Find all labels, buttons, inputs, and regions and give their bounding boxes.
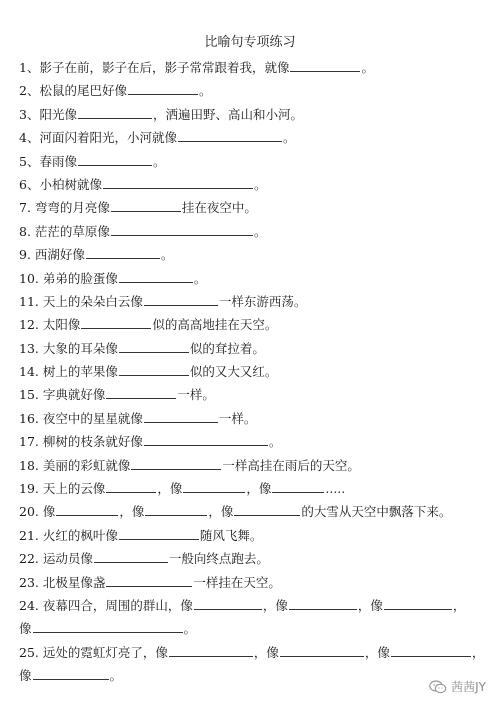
question-text: 10. 弟弟的脸蛋像: [19, 270, 118, 286]
question-text: 22. 运动员像: [19, 551, 93, 567]
question-text: 18. 美丽的彩虹就像: [19, 457, 131, 473]
question-text: 11. 天上的朵朵白云像: [19, 293, 143, 309]
answer-blank[interactable]: [144, 433, 268, 446]
answer-blank[interactable]: [106, 386, 176, 399]
worksheet: [19, 56, 489, 688]
question-line: [19, 641, 489, 664]
question-line: [19, 313, 489, 336]
question-line: [19, 360, 489, 383]
question-text: ，: [471, 644, 485, 660]
question-text: 19. 天上的云像: [19, 481, 106, 497]
question-line: [19, 56, 489, 79]
answer-blank[interactable]: [391, 644, 471, 657]
question-line: [19, 103, 489, 126]
question-text: 。: [361, 60, 374, 75]
question-line: [19, 571, 489, 594]
answer-blank[interactable]: [280, 644, 364, 657]
question-line: [19, 267, 489, 290]
question-text: 17. 柳树的枝条就好像: [19, 434, 143, 450]
question-line: [19, 477, 489, 500]
question-text: 。: [152, 153, 166, 169]
question-text: 5、春雨像: [19, 153, 77, 169]
question-line: [19, 664, 489, 687]
answer-blank[interactable]: [106, 574, 192, 587]
answer-blank[interactable]: [81, 316, 151, 329]
question-line: [19, 454, 489, 477]
answer-blank[interactable]: [33, 620, 183, 633]
question-text: ，像: [262, 597, 288, 613]
question-text: 一样东游西荡。: [218, 293, 307, 309]
question-text: 。: [198, 83, 212, 99]
question-text: 13. 大象的耳朵像: [19, 340, 118, 356]
answer-blank[interactable]: [119, 340, 189, 353]
question-line: [19, 547, 489, 570]
question-text: 。: [183, 621, 197, 637]
answer-blank[interactable]: [119, 527, 199, 540]
question-text: 随风飞舞。: [199, 527, 263, 543]
answer-blank[interactable]: [119, 363, 189, 376]
question-text: ，像: [253, 644, 279, 660]
wechat-icon: [429, 680, 447, 694]
question-text: 。: [282, 130, 296, 146]
question-text: 似的高高地挂在天空。: [152, 317, 278, 333]
answer-blank[interactable]: [111, 223, 253, 236]
answer-blank[interactable]: [272, 480, 324, 493]
answer-blank[interactable]: [178, 129, 282, 142]
answer-blank[interactable]: [78, 106, 152, 119]
question-text: 1、影子在前，影子在后，影子常常跟着我，就像: [19, 60, 290, 75]
question-text: 一样。: [218, 410, 257, 426]
answer-blank[interactable]: [33, 667, 109, 680]
answer-blank[interactable]: [131, 457, 221, 470]
question-text: 。: [253, 223, 267, 239]
question-line: [19, 79, 489, 102]
question-text: 21. 火红的枫叶像: [19, 527, 118, 543]
question-text: 似的耷拉着。: [189, 340, 265, 356]
question-text: 一般向终点跑去。: [168, 551, 269, 567]
question-line: [19, 150, 489, 173]
question-text: 像: [19, 668, 32, 684]
question-text: 一样。: [177, 387, 215, 403]
page-title: 比喻句专项练习: [204, 35, 296, 50]
question-text: 23. 北极星像盏: [19, 574, 106, 590]
question-line: [19, 524, 489, 547]
answer-blank[interactable]: [234, 503, 300, 516]
answer-blank[interactable]: [290, 59, 360, 72]
answer-blank[interactable]: [183, 480, 245, 493]
question-text: 2、松鼠的尾巴好像: [19, 83, 127, 99]
answer-blank[interactable]: [144, 293, 218, 306]
answer-blank[interactable]: [169, 644, 253, 657]
question-text: 一样高挂在雨后的天空。: [222, 457, 360, 473]
watermark: [429, 678, 486, 695]
question-text: ，像: [357, 597, 383, 613]
question-text: 。: [253, 176, 267, 192]
answer-blank[interactable]: [111, 199, 181, 212]
question-text: 16. 夜空中的星星就像: [19, 410, 143, 426]
question-text: ，像: [246, 481, 272, 497]
question-text: 。: [268, 434, 282, 450]
question-text: 14. 树上的苹果像: [19, 364, 118, 380]
question-text: 似的又大又红。: [189, 364, 278, 380]
question-text: 8. 茫茫的草原像: [19, 223, 110, 239]
answer-blank[interactable]: [128, 82, 198, 95]
question-line: [19, 173, 489, 196]
answer-blank[interactable]: [86, 246, 160, 259]
question-text: 15. 字典就好像: [19, 387, 106, 403]
question-text: 25. 远处的霓虹灯亮了，像: [19, 644, 168, 660]
question-line: [19, 126, 489, 149]
question-text: 12. 太阳像: [19, 317, 81, 333]
answer-blank[interactable]: [103, 176, 253, 189]
question-text: 6、小柏树就像: [19, 176, 102, 192]
question-line: [19, 196, 489, 219]
answer-blank[interactable]: [106, 480, 156, 493]
answer-blank[interactable]: [194, 597, 262, 610]
question-text: ，像: [364, 644, 390, 660]
question-text: 7. 弯弯的月亮像: [19, 200, 110, 216]
question-text: 20. 像: [19, 504, 56, 520]
question-text: 一样挂在天空。: [193, 574, 281, 590]
watermark-text: 茜茜JY: [451, 680, 486, 694]
question-line: [19, 500, 489, 523]
question-text: ，像: [119, 504, 145, 520]
question-text: 像: [19, 621, 32, 637]
question-text: 3、阳光像: [19, 106, 77, 122]
question-line: [19, 407, 489, 430]
question-text: 。: [109, 668, 123, 684]
question-line: [19, 243, 489, 266]
question-text: 挂在夜空中。: [181, 200, 257, 216]
question-line: [19, 337, 489, 360]
question-text: ，洒遍田野、高山和小河。: [152, 106, 303, 122]
question-text: ，像: [157, 481, 183, 497]
answer-blank[interactable]: [289, 597, 357, 610]
question-text: 。: [160, 247, 174, 263]
answer-blank[interactable]: [94, 550, 168, 563]
question-line: [19, 430, 489, 453]
question-text: 4、河面闪着阳光，小河就像: [19, 130, 177, 146]
answer-blank[interactable]: [384, 597, 452, 610]
question-line: [19, 594, 489, 617]
question-line: [19, 617, 489, 640]
answer-blank[interactable]: [78, 153, 152, 166]
answer-blank[interactable]: [144, 410, 218, 423]
question-line: [19, 220, 489, 243]
answer-blank[interactable]: [145, 503, 207, 516]
question-text: 的大雪从天空中飘落下来。: [301, 504, 452, 520]
question-text: ，像: [208, 504, 234, 520]
question-line: [19, 290, 489, 313]
question-text: 9. 西湖好像: [19, 247, 85, 263]
question-text: ，: [452, 597, 466, 613]
question-text: 。: [193, 270, 207, 286]
answer-blank[interactable]: [119, 270, 193, 283]
question-text: .....: [325, 481, 346, 497]
answer-blank[interactable]: [56, 503, 118, 516]
question-text: 24. 夜幕四合，周围的群山，像: [19, 597, 193, 613]
question-line: [19, 383, 489, 406]
